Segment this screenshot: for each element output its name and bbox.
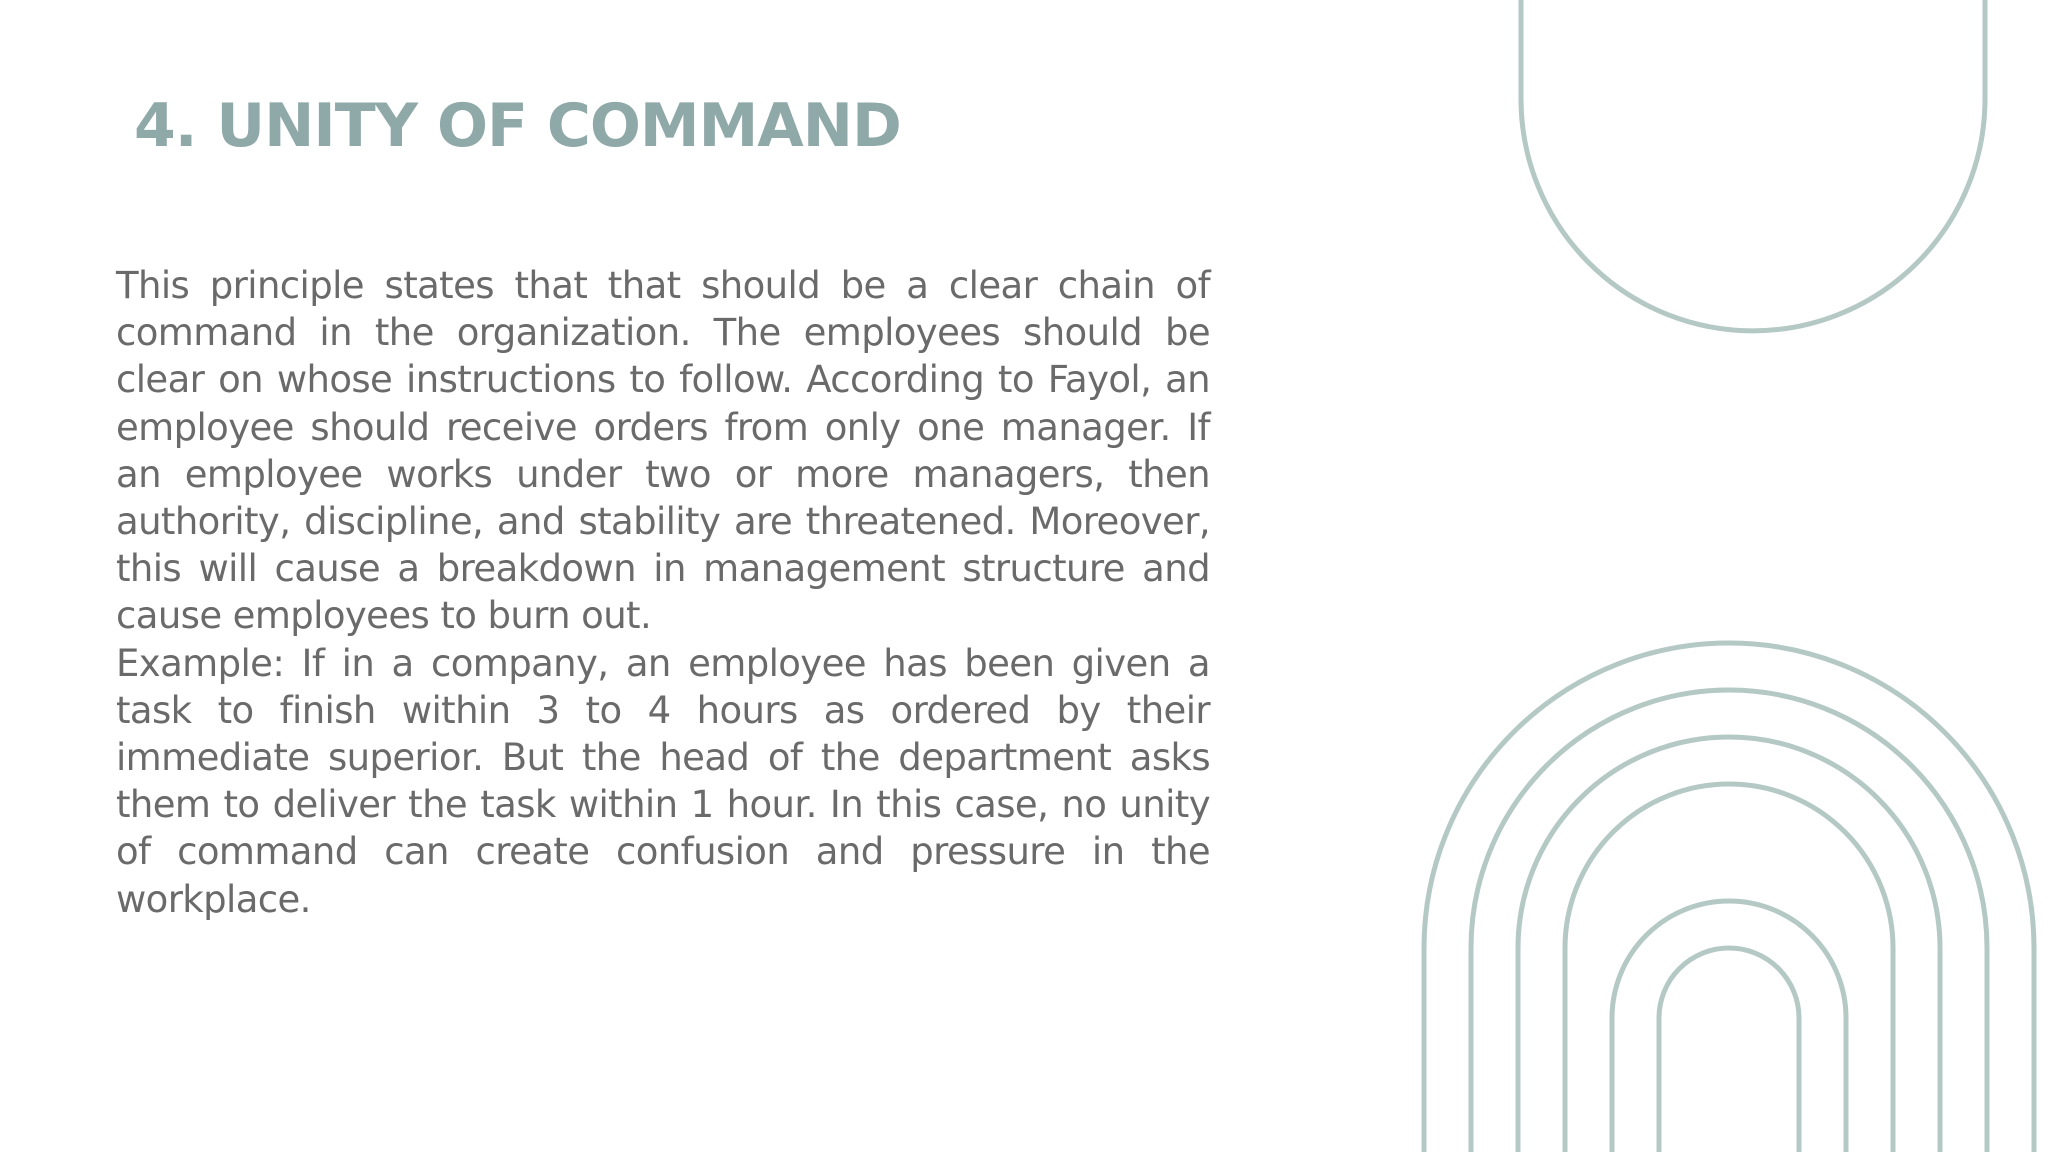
arch-ring-3 xyxy=(1518,737,1940,1152)
principle-paragraph: This principle states that that should be a clear chain of command in the organization. The employees should be clear on whose instructions to follow. According to Fayol, an employee should receive orders from only one manager. If an employee works under two or more managers, then authority, discipline, and stability are threatened. Moreover, this will cause a breakdown in management structure and cause employees to burn out. xyxy=(116,264,1210,638)
arch-ring-2 xyxy=(1471,690,1987,1152)
slide-body xyxy=(116,262,1210,923)
top-u-arch xyxy=(1521,0,1985,331)
bottom-concentric-arches xyxy=(1424,643,2034,1152)
slide-title: 4. UNITY OF COMMAND xyxy=(134,91,901,161)
arch-ring-5 xyxy=(1612,901,1846,1152)
example-paragraph: Example: If in a company, an employee has been given a task to finish within 3 to 4 hours as ordered by their immediate superior. But the head of the department asks them to deliver the task within 1 hour. In this case, no unity of command can create confusion and pressure in the workplace. xyxy=(116,641,1210,921)
arch-ring-6 xyxy=(1659,948,1799,1152)
